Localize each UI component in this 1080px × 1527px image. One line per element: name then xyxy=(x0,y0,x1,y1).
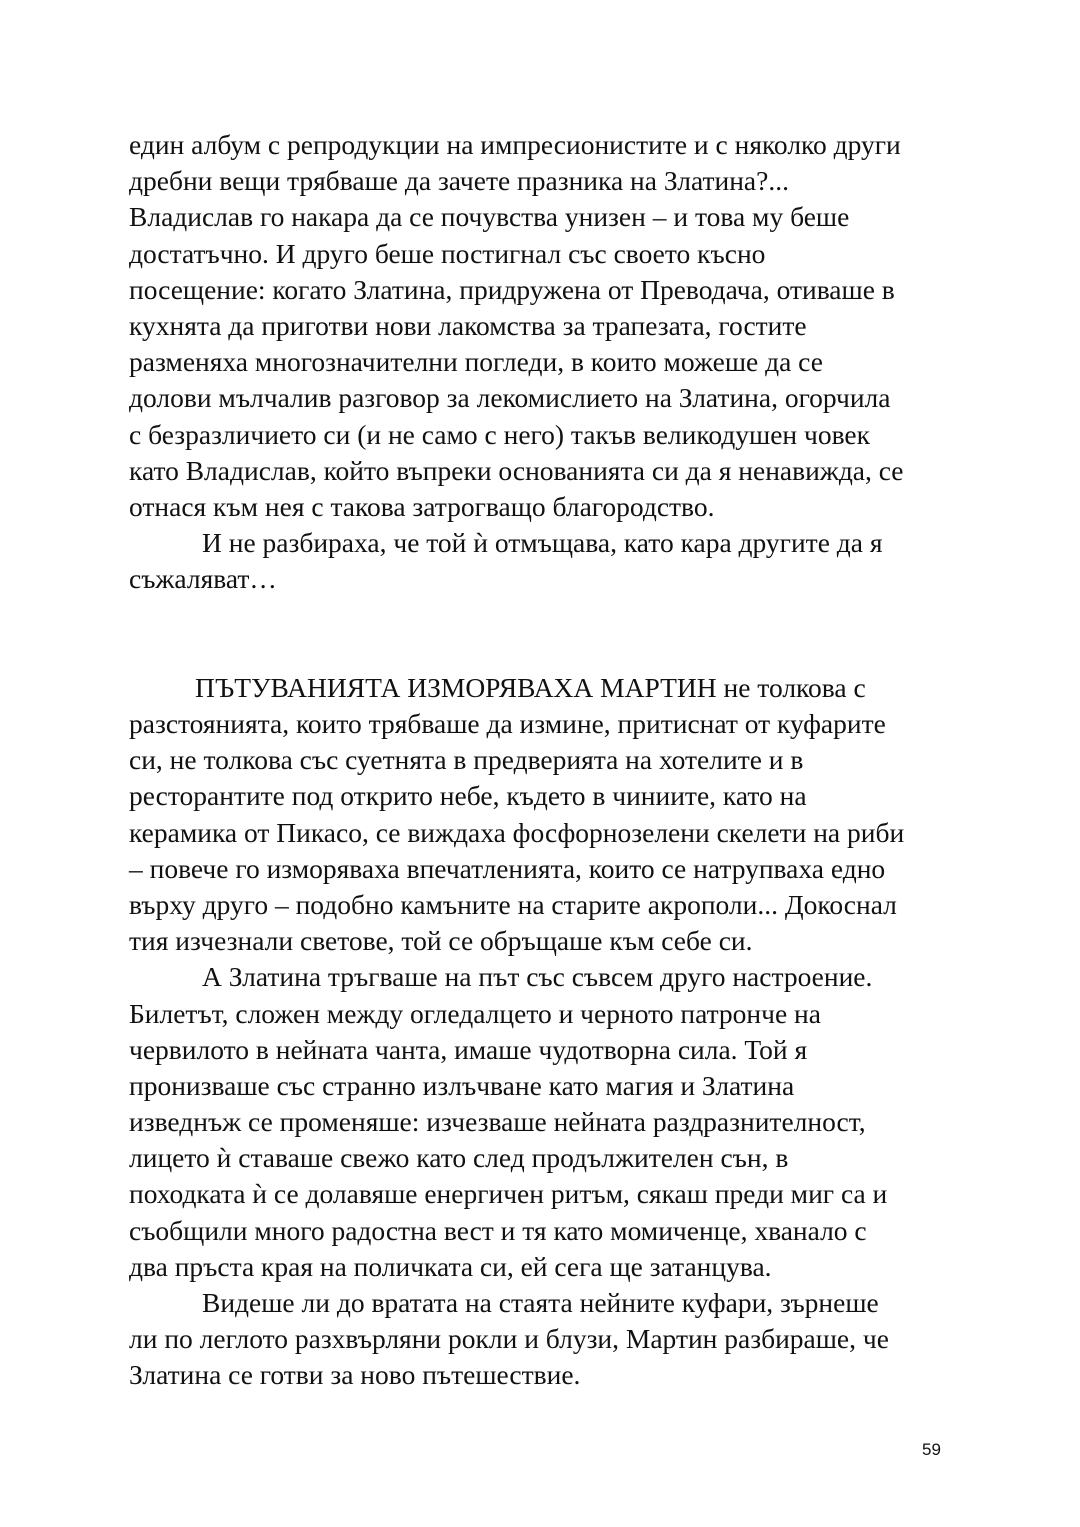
text-line: Владислав го накара да се почувства унизен – и това му беше xyxy=(129,201,850,233)
text-line: съжаляват… xyxy=(129,563,277,595)
text-line: тия изчезнали светове, той се обръщаше към себе си. xyxy=(129,925,753,957)
paragraph-2 xyxy=(129,525,959,597)
text-line: Златина се готви за ново пътешествие. xyxy=(129,1359,581,1391)
paragraph-3 xyxy=(129,670,959,960)
text-line: – повече го изморяваха впечатленията, които се натрупваха едно xyxy=(129,852,886,884)
text-line: ПЪТУВАНИЯТА ИЗМОРЯВАХА МАРТИН не толкова с xyxy=(195,671,866,703)
text-line: съобщили много радостна вест и тя като момиченце, хванало с xyxy=(129,1214,867,1246)
text-line: върху друго – подобно камъните на старите акрополи... Докоснал xyxy=(129,888,897,920)
text-line: кухнята да приготви нови лакомства за трапезата, гостите xyxy=(129,309,807,341)
paragraph-1 xyxy=(129,127,959,525)
text-line: разменяха многозначителни погледи, в които можеше да се xyxy=(129,346,823,378)
body-text xyxy=(129,127,959,1394)
text-line: отнася към нея с такова затрогващо благородство. xyxy=(129,490,715,522)
text-line: ресторантите под открито небе, където в чиниите, като на xyxy=(129,780,807,812)
text-line: разстоянията, които трябваше да измине, притиснат от куфарите xyxy=(129,708,886,740)
text-line: изведнъж се променяше: изчезваше нейната раздразнителност, xyxy=(129,1106,866,1138)
paragraph-5 xyxy=(129,1285,959,1394)
text-line: А Златина тръгваше на път със съвсем друго настроение. xyxy=(202,961,873,993)
text-line: един албум с репродукции на импресионистите и с няколко други xyxy=(129,129,901,160)
text-line: Видеше ли до вратата на стаята нейните куфари, зърнеше xyxy=(202,1287,879,1319)
text-line: походката ѝ се долавяше енергичен ритъм, сякаш преди миг са и xyxy=(129,1178,888,1210)
text-line: ли по леглото разхвърляни рокли и блузи, Мартин разбираше, че xyxy=(129,1323,889,1355)
text-line: си, не толкова със суетнята в предверията на хотелите и в xyxy=(129,744,804,776)
text-line: дребни вещи трябваше да зачете празника на Златина?... xyxy=(129,165,789,197)
text-line: два пръста края на поличката си, ей сега ще затанцува. xyxy=(129,1250,772,1282)
text-line: И не разбираха, че той ѝ отмъщава, като кара другите да я xyxy=(202,527,883,559)
text-line: пронизваше със странно излъчване като магия и Златина xyxy=(129,1069,795,1101)
paragraph-4 xyxy=(129,959,959,1285)
text-line: Билетът, сложен между огледалцето и черното патронче на xyxy=(129,997,821,1029)
text-line: достатъчно. И друго беше постигнал със своето късно xyxy=(129,237,766,269)
page-number: 59 xyxy=(922,1440,941,1459)
section-break xyxy=(129,597,959,669)
text-line: червилото в нейната чанта, имаше чудотворна сила. Той я xyxy=(129,1033,808,1065)
text-line: керамика от Пикасо, се виждаха фосфорнозелени скелети на риби xyxy=(129,816,905,848)
text-line: лицето ѝ ставаше свежо като след продължителен сън, в xyxy=(129,1142,789,1174)
text-line: като Владислав, който въпреки основанията си да я ненавижда, се xyxy=(129,454,904,486)
text-line: долови мълчалив разговор за лекомислието на Златина, огорчила xyxy=(129,382,891,414)
text-line: с безразличието си (и не само с него) такъв великодушен човек xyxy=(129,418,870,450)
text-line: посещение: когато Златина, придружена от Преводача, отиваше в xyxy=(129,273,895,305)
